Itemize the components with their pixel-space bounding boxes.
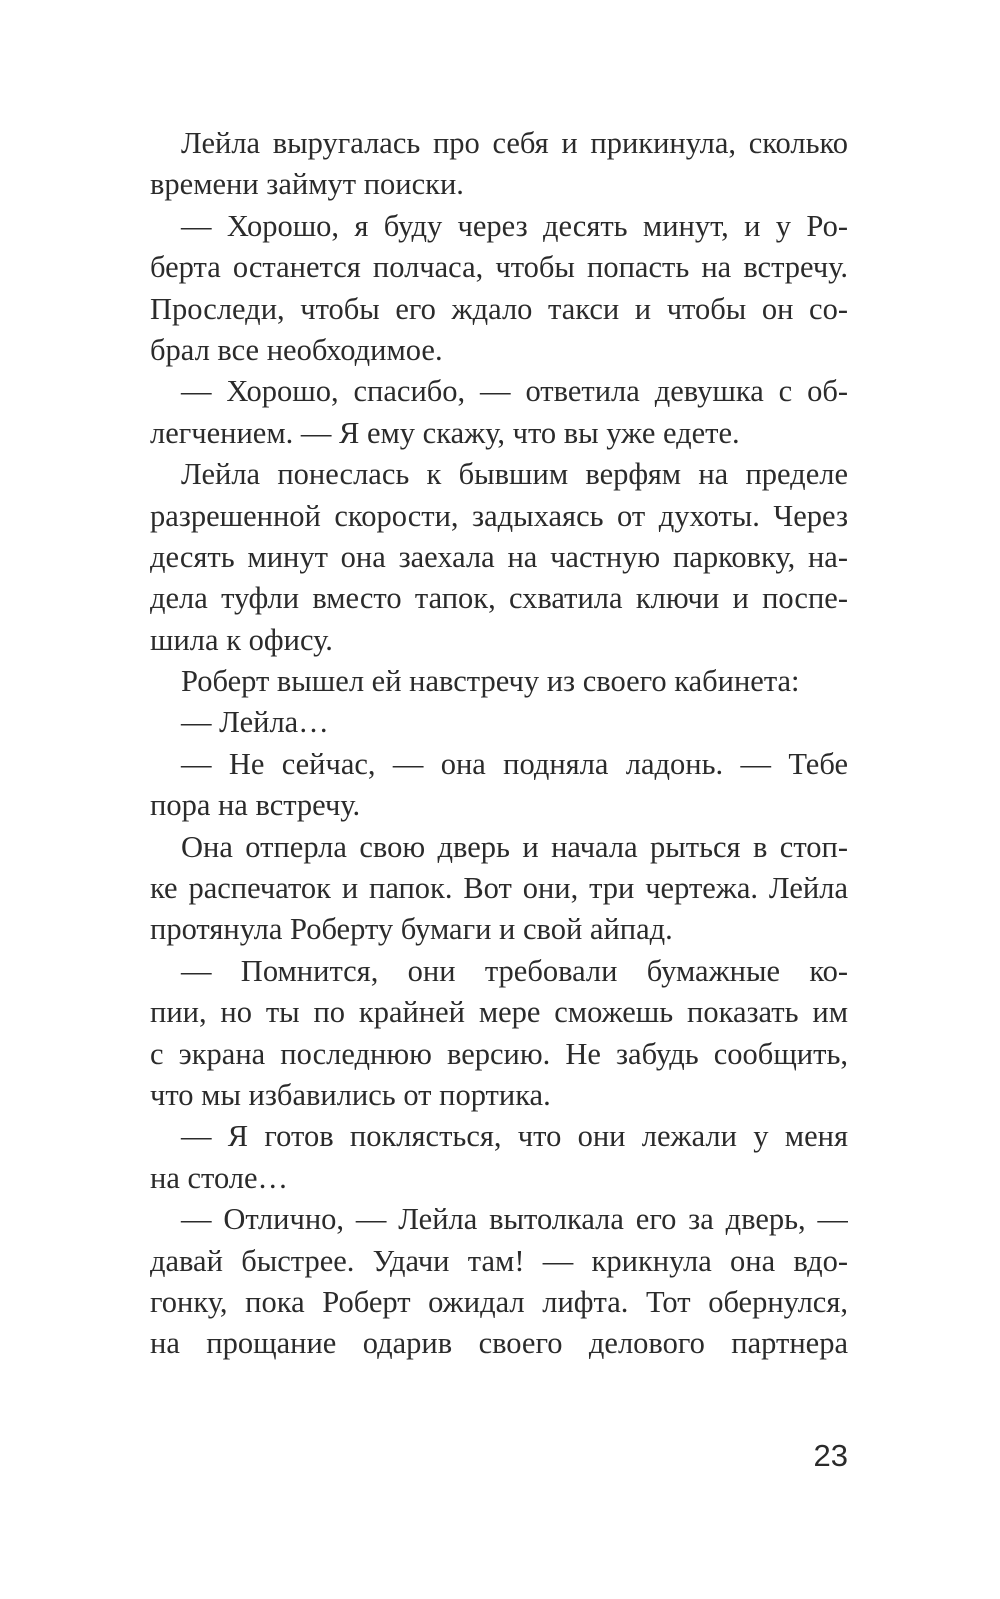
page-number: 23 (813, 1438, 848, 1473)
text-line: на столе… (150, 1160, 289, 1195)
text-line: легчением. — Я ему скажу, что вы уже едете. (150, 415, 740, 450)
text-line: на прощание одарив своего делового партнера (150, 1326, 848, 1361)
text-line: ке распечаток и папок. Вот они, три чертежа. Лейла (150, 871, 848, 906)
body-text (150, 123, 848, 1365)
text-line: дела туфли вместо тапок, схватила ключи и поспе- (150, 581, 848, 616)
text-line: берта останется полчаса, чтобы попасть на встречу. (150, 250, 848, 285)
text-line: что мы избавились от портика. (150, 1077, 551, 1112)
text-line: брал все необходимое. (150, 332, 443, 367)
text-line: пора на встречу. (150, 788, 361, 823)
text-line: — Отлично, — Лейла вытолкала его за дверь, — (181, 1202, 848, 1237)
text-line: десять минут она заехала на частную парковку, на- (150, 539, 848, 574)
text-line: — Лейла… (181, 705, 329, 740)
text-line: Она отперла свою дверь и начала рыться в стоп- (181, 829, 848, 864)
text-line: шила к офису. (150, 622, 333, 657)
text-line: — Я готов поклясться, что они лежали у меня (181, 1119, 848, 1154)
text-line: Лейла выругалась про себя и прикинула, сколько (181, 126, 848, 160)
text-line: с экрана последнюю версию. Не забудь сообщить, (150, 1036, 848, 1071)
text-line: — Хорошо, я буду через десять минут, и у Ро- (181, 208, 848, 243)
text-line: — Хорошо, спасибо, — ответила девушка с об- (181, 374, 848, 409)
text-line: — Помнится, они требовали бумажные ко- (181, 953, 848, 988)
text-line: давай быстрее. Удачи там! — крикнула она вдо- (150, 1243, 848, 1278)
text-line: — Не сейчас, — она подняла ладонь. — Тебе (181, 746, 848, 781)
text-line: пии, но ты по крайней мере сможешь показать им (150, 995, 848, 1030)
text-line: протянула Роберту бумаги и свой айпад. (150, 912, 673, 947)
text-line: гонку, пока Роберт ожидал лифта. Тот обернулся, (150, 1284, 848, 1319)
text-line: Лейла понеслась к бывшим верфям на пределе (181, 457, 848, 492)
text-line: разрешенной скорости, задыхаясь от духоты. Через (150, 498, 848, 533)
text-line: Проследи, чтобы его ждало такси и чтобы он со- (150, 291, 848, 326)
text-line: времени займут поиски. (150, 167, 464, 202)
text-line: Роберт вышел ей навстречу из своего кабинета: (181, 664, 800, 699)
